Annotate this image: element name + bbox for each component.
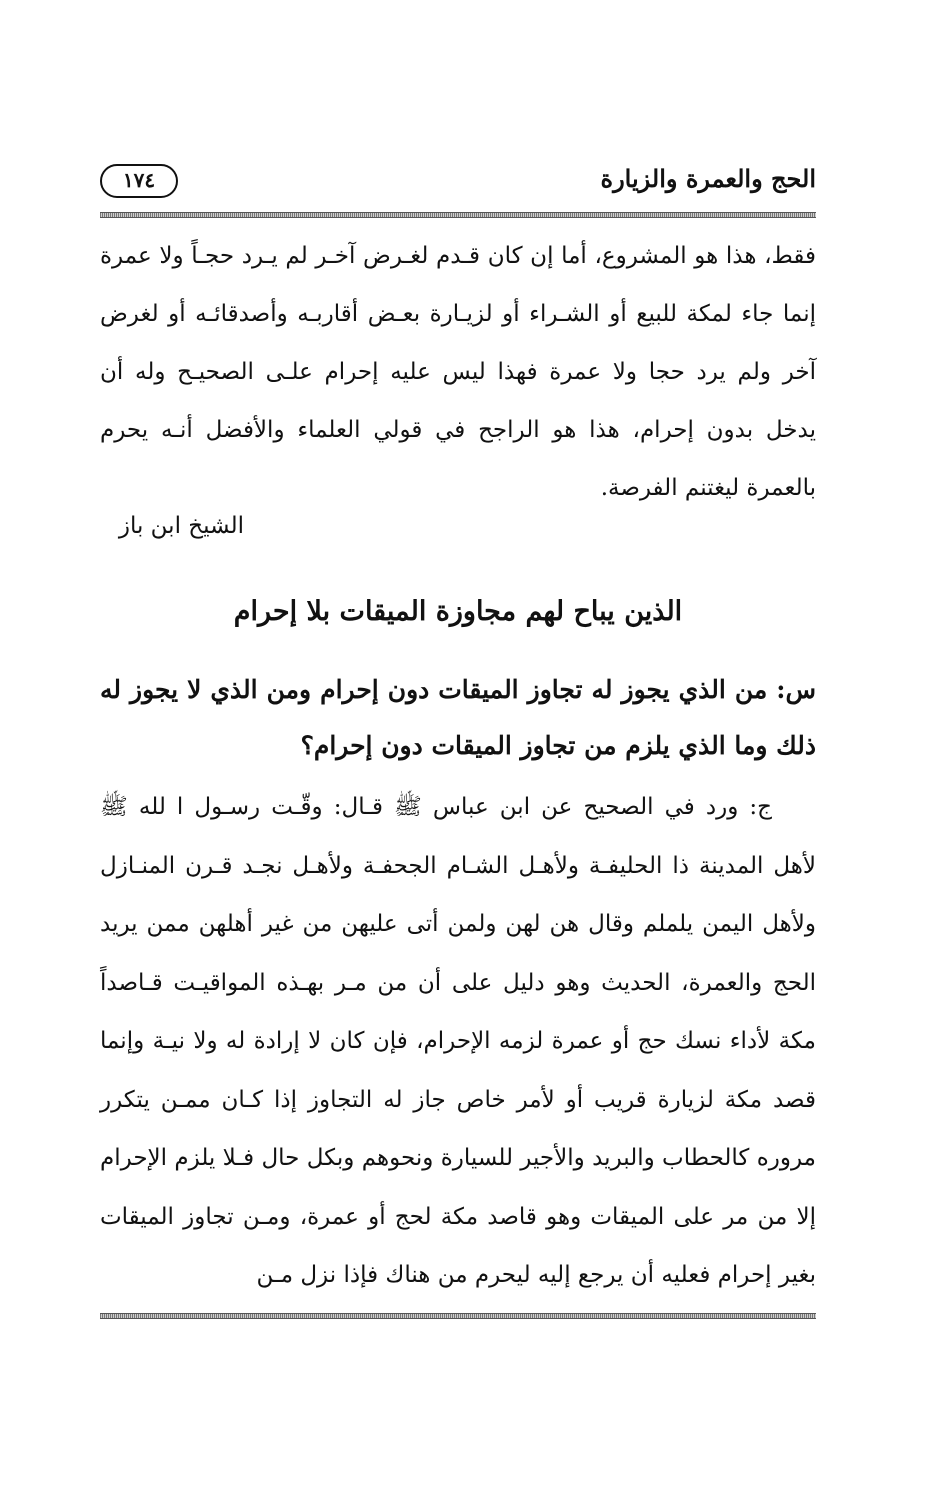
page-number-badge: [100, 164, 178, 198]
attribution: الشيخ ابن باز: [118, 513, 244, 539]
page-number: ١٧٤: [122, 168, 156, 192]
section-heading: الذين يباح لهم مجاوزة الميقات بلا إحرام: [233, 596, 683, 627]
running-title: الحج والعمرة والزيارة: [600, 164, 816, 193]
question-text: س: من الذي يجوز له تجاوز الميقات دون إحرام ومن الذي لا يجوز له ذلك وما الذي يلزم من تجاوز الميقات دون إحرام؟: [100, 675, 816, 760]
page-header: [100, 160, 816, 204]
paragraph-1: فقط، هذا هو المشروع، أما إن كان قـدم لغـرض آخـر لم يـرد حجـاً ولا عمرة إنما جاء لمكة للبيع أو الشـراء أو لزيـارة بعـض أقاربـه وأصدقائـه أو لغرض آخر ولم يرد حجا ولا عمرة فهذا ليس عليه إحرام علـى الصحيـح وله أن يدخل بدون إحرام، هذا هو الراجح في قولي العلماء والأفضل أنـه يحرم بالعمرة ليغتنم الفرصة.: [100, 243, 816, 501]
header-divider: [100, 212, 816, 218]
answer-text: ج: ورد في الصحيح عن ابن عباس ﷺ قـال: وقّـت رسـول ا لله ﷺ لأهل المدينة ذا الحليفـة ولأهـل الشـام الجحفـة ولأهـل نجـد قـرن المنـازل ولأهل اليمن يلملم وقال هن لهن ولمن أتى عليهن من غير أهلهن ممن يريد الحج والعمرة، الحديث وهو دليل على أن من مـر بهـذه المواقيـت قـاصداً مكة لأداء نسك حج أو عمرة لزمه الإحرام، فإن كان لا إرادة له ولا نيـة وإنما قصد مكة لزيارة قريب أو لأمر خاص جاز له التجاوز إذا كـان ممـن يتكرر مروره كالحطاب والبريد والأجير للسيارة ونحوهم وبكل حال فـلا يلزم الإحرام إلا من مر على الميقات وهو قاصد مكة لحج أو عمرة، ومـن تجاوز الميقات بغير إحرام فعليه أن يرجع إليه ليحرم من هناك فإذا نزل مـن: [100, 794, 816, 1288]
footer-divider: [100, 1313, 816, 1319]
